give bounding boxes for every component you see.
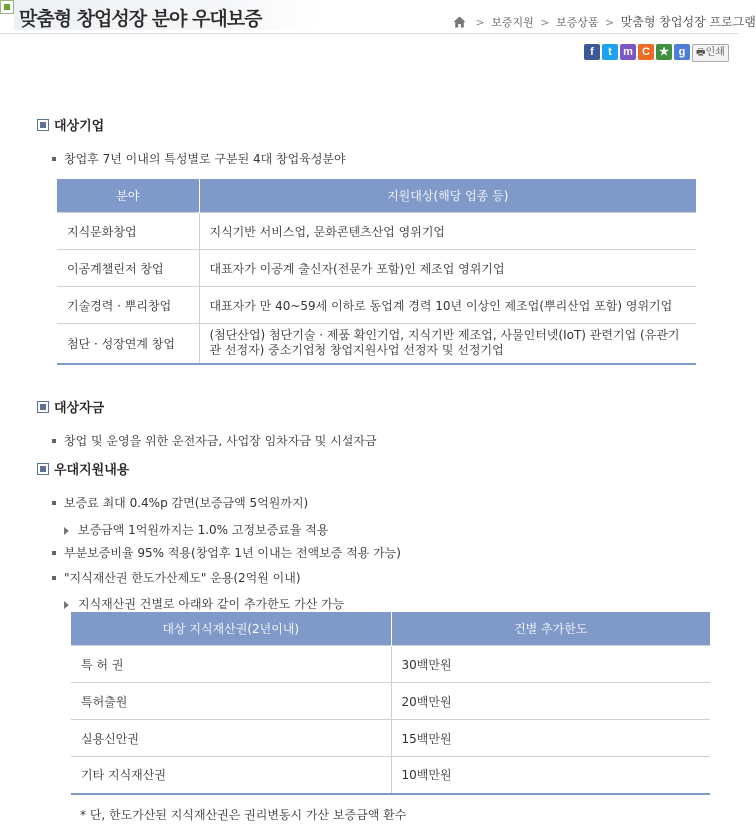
bullet-item (52, 544, 401, 561)
sub-bullet-item (64, 595, 344, 612)
google-icon[interactable]: g (674, 44, 690, 60)
sub-bullet-item (64, 521, 328, 538)
table-cell-field: 지식문화창업 (57, 213, 199, 250)
table-row (57, 213, 696, 250)
bullet-text: "지식재산권 한도가산제도" 운용(2억원 이내) (64, 571, 301, 585)
ip-limit-table (71, 612, 710, 795)
chevron-right-icon: > (475, 16, 485, 29)
table-cell-field: 첨단 · 성장연계 창업 (57, 324, 199, 364)
bullet-item (52, 432, 377, 449)
breadcrumb (453, 13, 756, 31)
section-bullet-icon (37, 119, 49, 131)
breadcrumb-item-support[interactable]: 보증지원 (491, 16, 534, 29)
bullet-text: 보증료 최대 0.4%p 감면(보증금액 5억원까지) (64, 496, 309, 510)
table-header-row (57, 179, 696, 213)
bullet-text: 창업 및 운영을 위한 운전자금, 사업장 임차자금 및 시설자금 (64, 434, 377, 448)
section-title-target-funds (37, 397, 104, 416)
section-bullet-icon (37, 401, 49, 413)
section-title-text: 우대지원내용 (54, 463, 130, 478)
table-cell-target (199, 324, 696, 364)
footnote: * 단, 한도가산된 지식재산권은 권리변동시 가산 보증금액 환수 (80, 808, 407, 822)
section-title-text: 대상자금 (54, 401, 105, 416)
table-cell-ip-type: 특 허 권 (71, 646, 391, 683)
bookmark-star-icon[interactable]: ★ (656, 44, 672, 60)
bullet-text: 부분보증비율 95% 적용(창업후 1년 이내는 전액보증 적용 가능) (64, 546, 401, 560)
cyworld-icon[interactable]: C (638, 44, 654, 60)
page-title: 맞춤형 창업성장 분야 우대보증 (19, 8, 262, 30)
sub-bullet-text: 지식재산권 건별로 아래와 같이 추가한도 가산 가능 (78, 597, 345, 611)
page-header (0, 0, 756, 34)
facebook-icon[interactable]: f (584, 44, 600, 60)
table-header-cell: 지원대상(해당 업종 등) (199, 179, 696, 213)
square-bullet-icon (52, 439, 56, 443)
section-title-text: 대상기업 (54, 119, 105, 134)
table-row (71, 646, 710, 683)
triangle-bullet-icon (64, 601, 69, 609)
header-divider (0, 33, 738, 34)
table-header-cell: 분야 (57, 179, 199, 213)
section-title-target-company (37, 115, 104, 134)
startup-field-table (57, 179, 696, 365)
table-cell-field: 기술경력 · 뿌리창업 (57, 287, 199, 324)
chevron-right-icon: > (604, 16, 615, 29)
table-row (57, 324, 696, 364)
table-cell-ip-type: 특허출원 (71, 683, 391, 720)
twitter-icon[interactable]: t (602, 44, 618, 60)
table-cell-field: 이공계챌린저 창업 (57, 250, 199, 287)
chevron-right-icon: > (540, 16, 550, 29)
table-row (57, 250, 696, 287)
table-cell-limit: 15백만원 (391, 720, 710, 757)
table-cell-limit: 30백만원 (391, 646, 710, 683)
me2day-icon[interactable]: m (620, 44, 636, 60)
print-button[interactable]: 🖶인쇄 (692, 44, 729, 62)
table-cell-target: 대표자가 만 40~59세 이하로 동업계 경력 10년 이상인 제조업(뿌리산업 포함) 영위기업 (199, 287, 696, 324)
bullet-text: 창업후 7년 이내의 특성별로 구분된 4대 창업육성분야 (64, 152, 346, 166)
table-header-cell: 대상 지식재산권(2년이내) (71, 612, 391, 646)
section-title-preferential-support (37, 459, 129, 478)
bullet-item (52, 569, 301, 586)
bullet-item (52, 494, 308, 511)
square-bullet-icon (52, 576, 56, 580)
square-bullet-icon (52, 551, 56, 555)
table-cell-limit: 20백만원 (391, 683, 710, 720)
table-header-row (71, 612, 710, 646)
table-row (71, 720, 710, 757)
table-row (71, 683, 710, 720)
print-label: 인쇄 (705, 47, 725, 58)
breadcrumb-item-products[interactable]: 보증상품 (555, 16, 599, 29)
share-toolbar (584, 44, 729, 62)
table-cell-ip-type: 실용신안권 (71, 720, 391, 757)
title-marker-icon (0, 0, 14, 14)
sub-bullet-text: 보증금액 1억원까지는 1.0% 고정보증료율 적용 (78, 523, 329, 537)
section-bullet-icon (37, 463, 49, 475)
table-cell-ip-type: 기타 지식재산권 (71, 757, 391, 794)
table-cell-target: 지식기반 서비스업, 문화콘텐츠산업 영위기업 (199, 213, 696, 250)
table-cell-target: 대표자가 이공계 출신자(전문가 포함)인 제조업 영위기업 (199, 250, 696, 287)
home-icon[interactable] (453, 16, 466, 31)
breadcrumb-item-current: 맞춤형 창업성장 프로그램 (620, 15, 756, 29)
table-header-cell: 건별 추가한도 (391, 612, 710, 646)
table-cell-limit: 10백만원 (391, 757, 710, 794)
square-bullet-icon (52, 157, 56, 161)
cell-line: (첨단산업) 첨단기술 · 제품 확인기업, 지식기반 제조업, 사물인터넷(IoT) 관련기업 (유관기 (209, 328, 680, 343)
triangle-bullet-icon (64, 527, 69, 535)
table-row (57, 287, 696, 324)
bullet-item (52, 150, 346, 167)
table-row (71, 757, 710, 794)
square-bullet-icon (52, 501, 56, 505)
cell-line: 관 선정자) 중소기업청 창업지원사업 선정자 및 선정기업 (209, 343, 504, 358)
